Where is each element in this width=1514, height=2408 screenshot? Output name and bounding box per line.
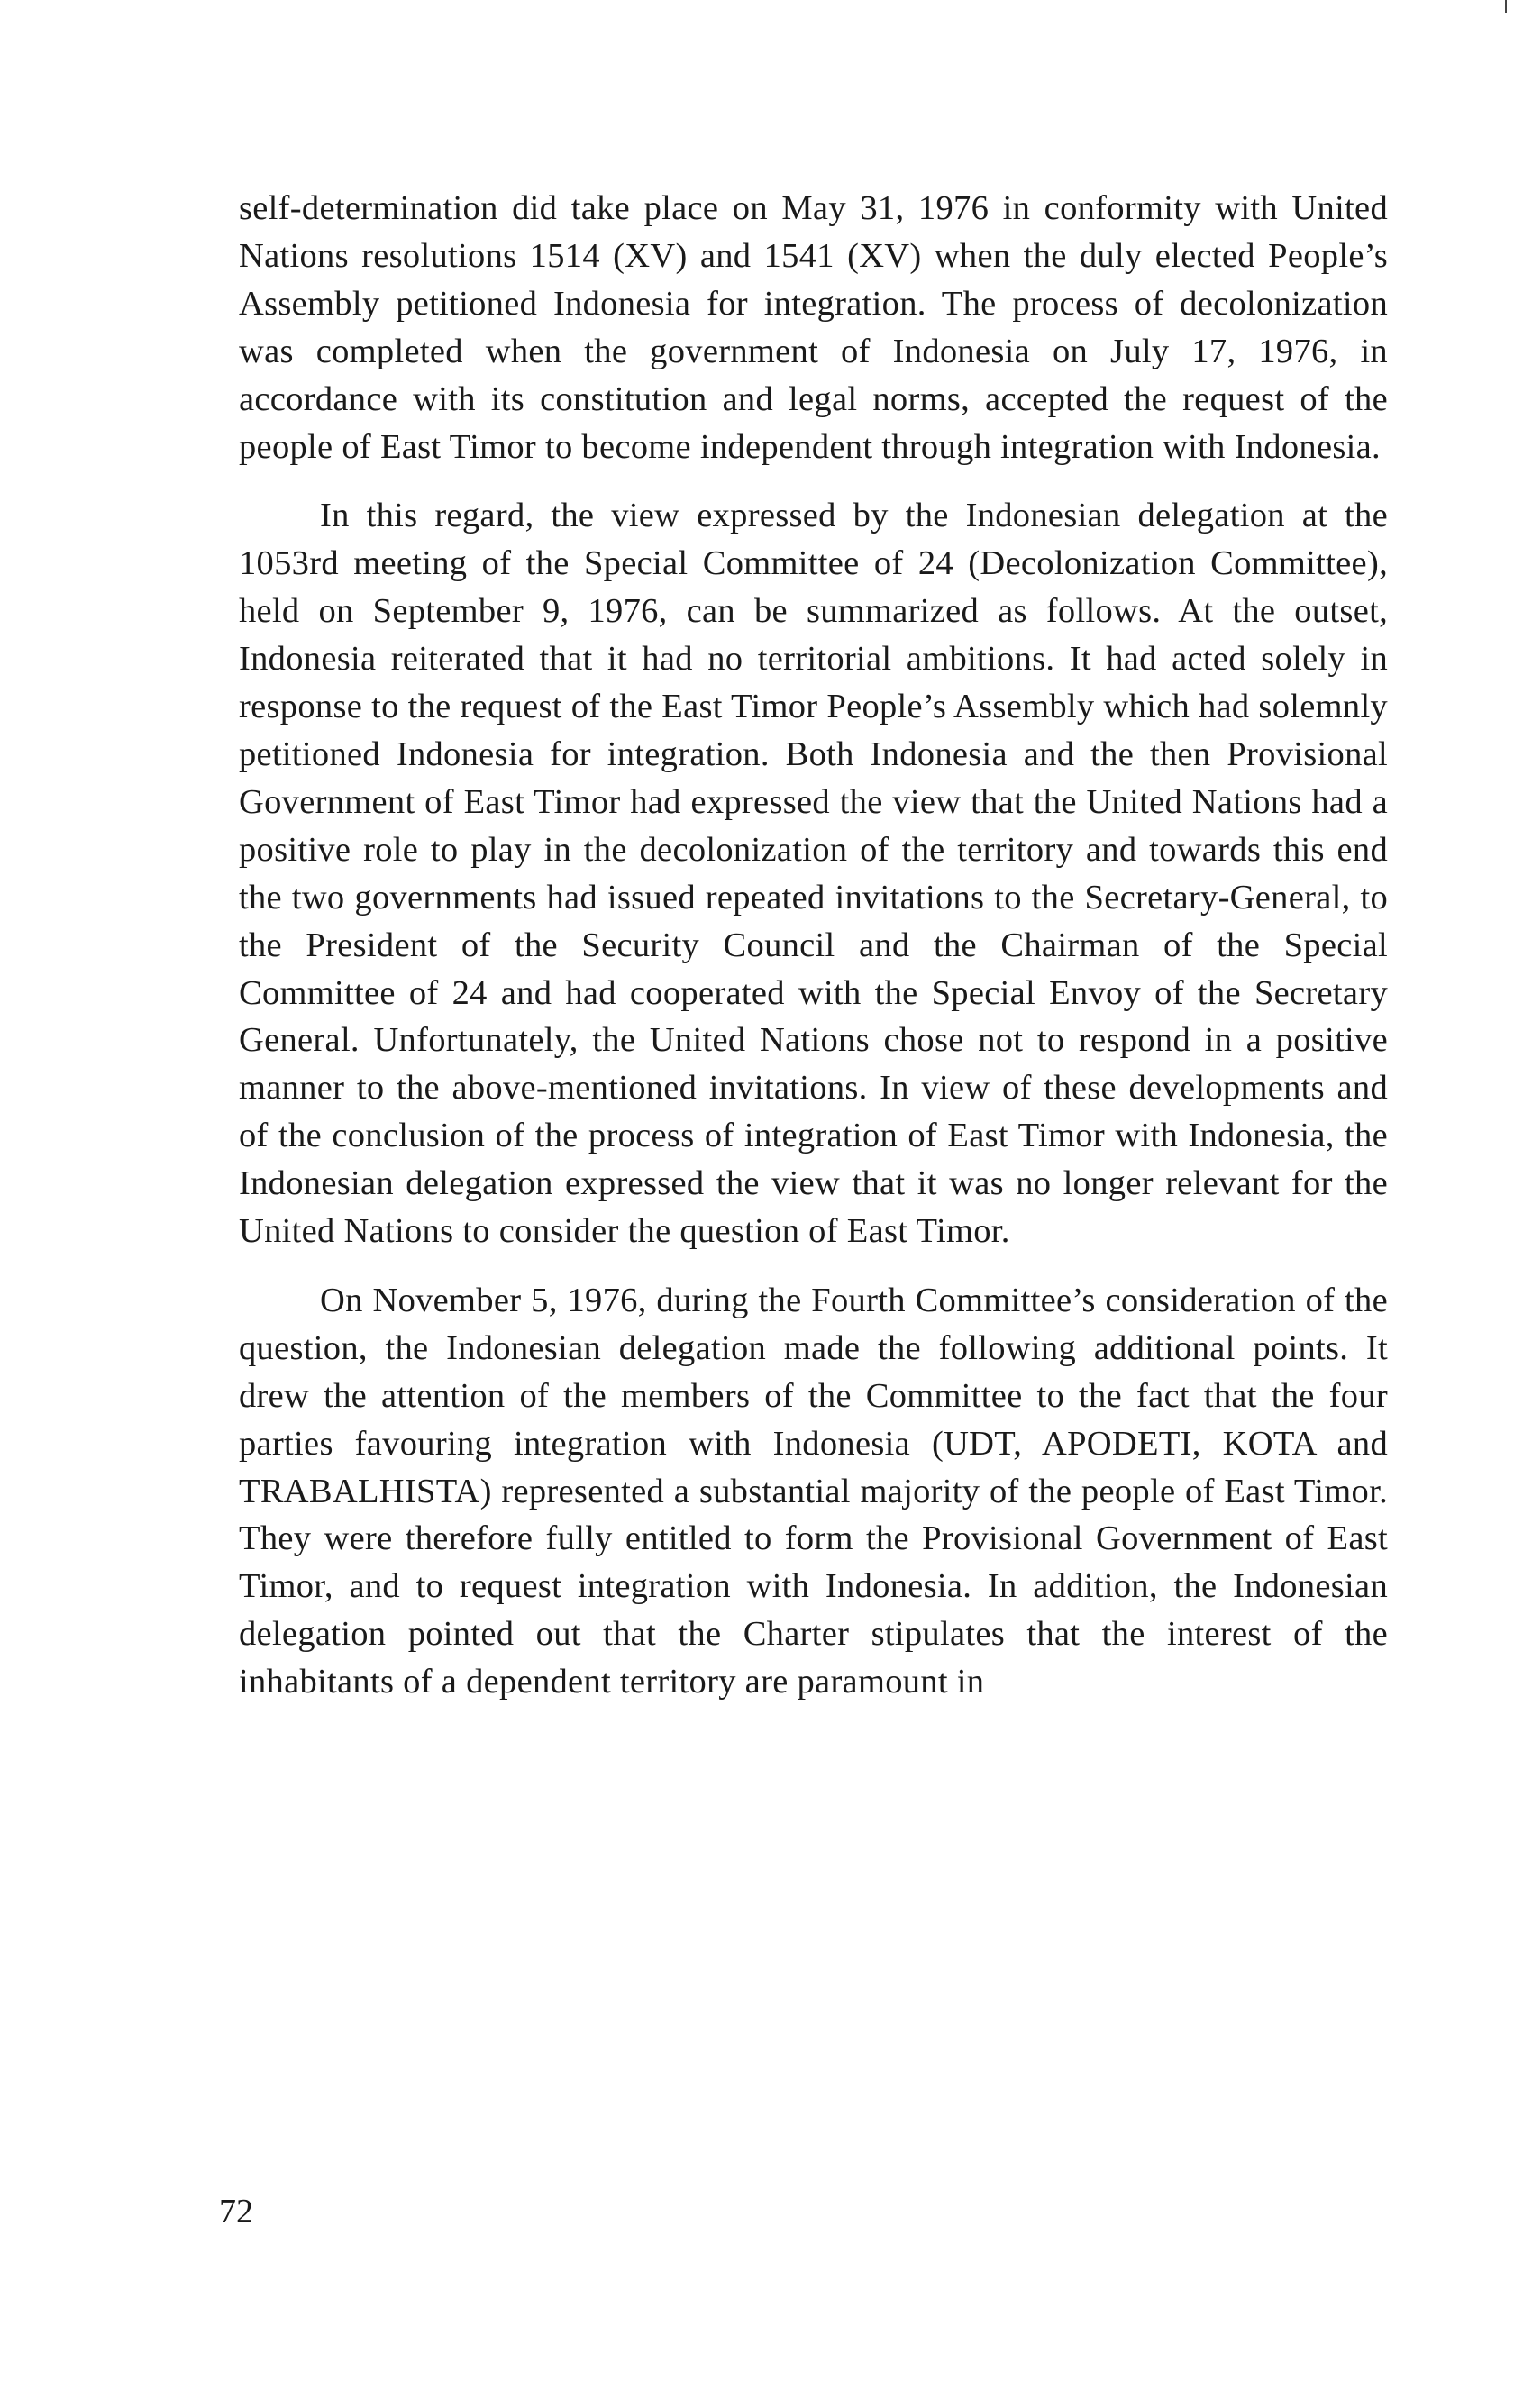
paragraph-fourth-committee: On November 5, 1976, during the Fourth Committee’s consideration of the question, the Indonesian delegation made the following additional points. It drew the attention of the members of the Committee to the fact that the four parties favouring integration with Indonesia (UDT, APODETI, KOTA and TRABALHISTA) represented a substantial majority of the people of East Timor. They were therefore fully entitled to form the Provisional Government of East Timor, and to request integration with Indonesia. In addition, the Indonesian delegation pointed out that the Charter stipulates that the interest of the inhabitants of a dependent territory are paramount in bbox=[239, 1281, 1388, 1701]
page-number: 72 bbox=[219, 2193, 253, 2230]
page-body bbox=[239, 185, 1388, 1706]
paragraph-continuation: self-determination did take place on May 31, 1976 in conformity with United Nations resolutions 1514 (XV) and 1541 (XV) when the duly elected People’s Assembly petitioned Indonesia for integration. The process of decolonization was completed when the government of Indonesia on July 17, 1976, in accordance with its constitution and legal norms, accepted the request of the people of East Timor to become independent through integration with Indonesia. bbox=[239, 189, 1388, 466]
scan-edge-mark bbox=[1505, 0, 1507, 13]
paragraph-decolonization-committee: In this regard, the view expressed by the Indonesian delegation at the 1053rd meeting of the Special Committee of 24 (Decolonization Committee), held on September 9, 1976, can be summarized as follows. At the outset, Indonesia reiterated that it had no territorial ambitions. It had acted solely in response to the request of the East Timor People’s Assembly which had solemnly petitioned Indonesia for integration. Both Indonesia and the then Provisional Government of East Timor had expressed the view that the United Nations had a positive role to play in the decolonization of the territory and towards this end the two governments had issued repeated invitations to the Secretary-General, to the President of the Security Council and the Chairman of the Special Committee of 24 and had cooperated with the Special Envoy of the Secretary General. Unfortunately, the United Nations chose not to respond in a positive manner to the above-mentioned invitations. In view of these developments and of the conclusion of the process of integration of East Timor with Indonesia, the Indonesian delegation expressed the view that it was no longer relevant for the United Nations to consider the question of East Timor. bbox=[239, 497, 1388, 1251]
